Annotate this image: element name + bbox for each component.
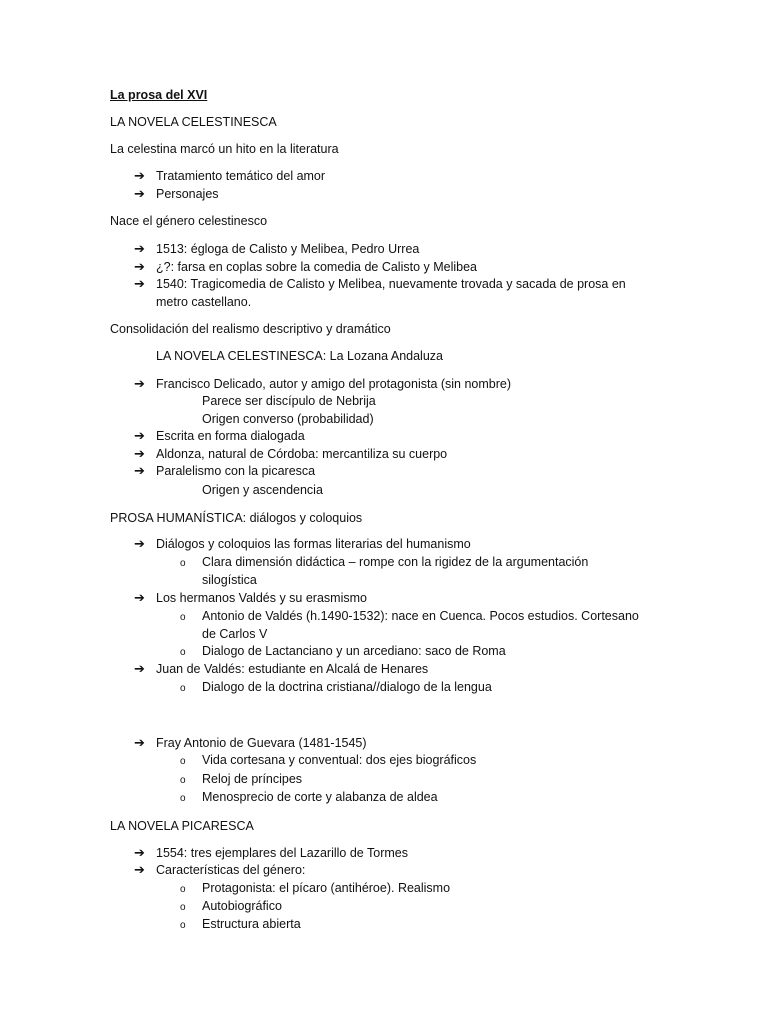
list-item: ➔ Francisco Delicado, autor y amigo del protagonista (sin nombre): [134, 376, 512, 391]
arrow-icon: ➔: [134, 446, 145, 461]
circle-bullet-icon: o: [180, 612, 186, 623]
sub-list-item: o Dialogo de Lactanciano y un arcediano: saco de Roma: [180, 643, 506, 661]
arrow-icon: ➔: [134, 186, 145, 201]
list-item: ➔ Aldonza, natural de Córdoba: mercantiliza su cuerpo: [134, 446, 448, 461]
list-item: ➔ Diálogos y coloquios las formas literarias del humanismo: [134, 536, 471, 551]
sub-list-continuation: de Carlos V: [202, 627, 268, 641]
arrow-icon: ➔: [134, 259, 145, 274]
paragraph: Consolidación del realismo descriptivo y dramático: [110, 322, 391, 336]
document-title: La prosa del XVI: [110, 88, 208, 102]
circle-bullet-icon: o: [180, 793, 186, 804]
arrow-icon: ➔: [134, 168, 145, 183]
list-item: ➔ Tratamiento temático del amor: [134, 168, 326, 183]
list-item: ➔ ¿?: farsa en coplas sobre la comedia de Calisto y Melibea: [134, 259, 477, 274]
list-item: ➔ Personajes: [134, 186, 219, 201]
sub-list-item: o Protagonista: el pícaro (antihéroe). Realismo: [180, 880, 450, 898]
section-heading-humanistica: PROSA HUMANÍSTICA: diálogos y coloquios: [110, 511, 363, 525]
circle-bullet-icon: o: [180, 920, 186, 931]
sub-list-item: o Estructura abierta: [180, 916, 301, 934]
arrow-icon: ➔: [134, 590, 145, 605]
sub-list-item: o Reloj de príncipes: [180, 771, 302, 789]
list-item: ➔ Juan de Valdés: estudiante en Alcalá de Henares: [134, 661, 429, 676]
list-sub-line: Parece ser discípulo de Nebrija: [202, 394, 376, 408]
circle-bullet-icon: o: [180, 558, 186, 569]
arrow-icon: ➔: [134, 463, 145, 478]
arrow-icon: ➔: [134, 735, 145, 750]
circle-bullet-icon: o: [180, 756, 186, 767]
arrow-icon: ➔: [134, 241, 145, 256]
arrow-icon: ➔: [134, 845, 145, 860]
circle-bullet-icon: o: [180, 775, 186, 786]
sub-list-item: o Clara dimensión didáctica – rompe con la rigidez de la argumentación: [180, 554, 588, 572]
sub-list-continuation: silogística: [202, 573, 257, 587]
arrow-icon: ➔: [134, 862, 145, 877]
list-item: ➔ Fray Antonio de Guevara (1481-1545): [134, 735, 367, 750]
list-item-continuation: metro castellano.: [156, 295, 252, 309]
circle-bullet-icon: o: [180, 902, 186, 913]
list-item: ➔ Los hermanos Valdés y su erasmismo: [134, 590, 367, 605]
circle-bullet-icon: o: [180, 683, 186, 694]
arrow-icon: ➔: [134, 536, 145, 551]
paragraph: Nace el género celestinesco: [110, 214, 268, 228]
list-item: ➔ 1554: tres ejemplares del Lazarillo de Tormes: [134, 845, 408, 860]
circle-bullet-icon: o: [180, 884, 186, 895]
list-item: ➔ 1540: Tragicomedia de Calisto y Melibea, nuevamente trovada y sacada de prosa en: [134, 276, 626, 291]
list-item: ➔ 1513: égloga de Calisto y Melibea, Pedro Urrea: [134, 241, 420, 256]
section-heading-picaresca: LA NOVELA PICARESCA: [110, 819, 254, 833]
list-item: ➔ Escrita en forma dialogada: [134, 428, 305, 443]
sub-list-item: o Antonio de Valdés (h.1490-1532): nace en Cuenca. Pocos estudios. Cortesano: [180, 608, 639, 626]
sub-list-item: o Vida cortesana y conventual: dos ejes biográficos: [180, 752, 476, 770]
section-heading-celestinesca: LA NOVELA CELESTINESCA: [110, 115, 277, 129]
arrow-icon: ➔: [134, 376, 145, 391]
arrow-icon: ➔: [134, 428, 145, 443]
sub-heading: LA NOVELA CELESTINESCA: La Lozana Andaluza: [156, 349, 443, 363]
paragraph: La celestina marcó un hito en la literatura: [110, 142, 339, 156]
sub-list-item: o Autobiográfico: [180, 898, 282, 916]
arrow-icon: ➔: [134, 276, 145, 291]
list-sub-line: Origen y ascendencia: [202, 483, 323, 497]
circle-bullet-icon: o: [180, 647, 186, 658]
arrow-icon: ➔: [134, 661, 145, 676]
list-item: ➔ Paralelismo con la picaresca: [134, 463, 316, 478]
list-sub-line: Origen converso (probabilidad): [202, 412, 374, 426]
sub-list-item: o Dialogo de la doctrina cristiana//dialogo de la lengua: [180, 679, 492, 697]
sub-list-item: o Menosprecio de corte y alabanza de aldea: [180, 789, 438, 807]
list-item: ➔ Características del género:: [134, 862, 306, 877]
